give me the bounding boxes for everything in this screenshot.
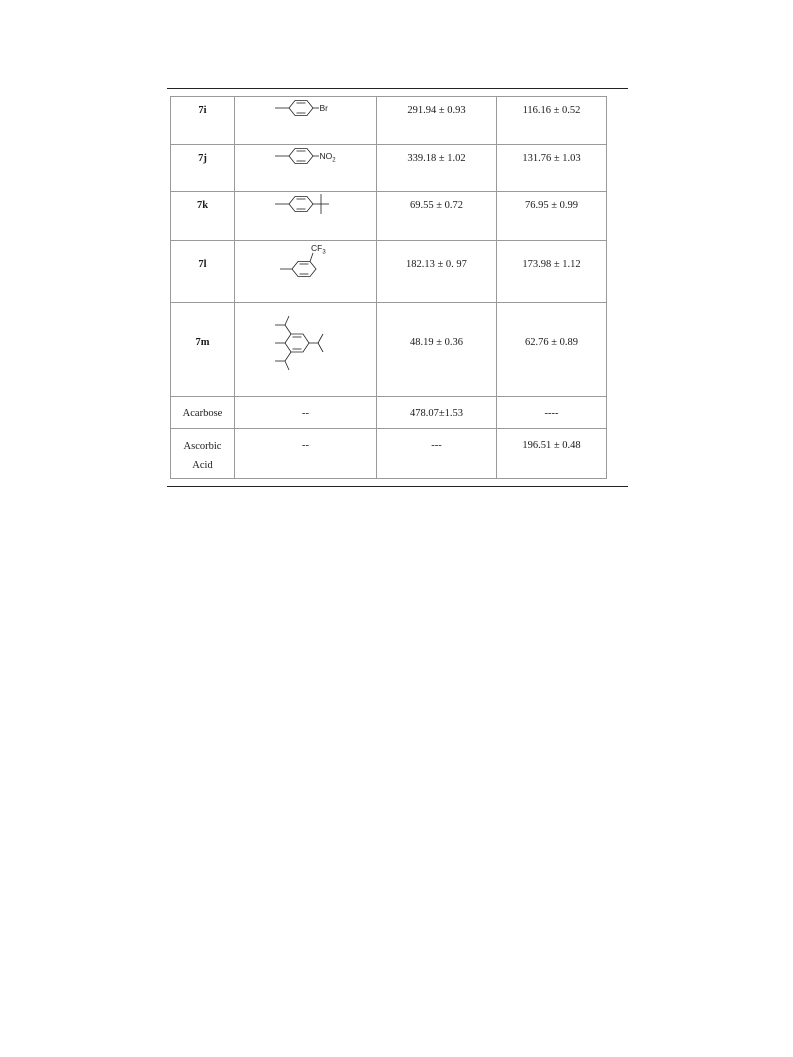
table-row — [171, 97, 607, 145]
compound-id: 7m — [195, 337, 210, 348]
structure-cell — [235, 145, 377, 192]
compound-cell — [171, 145, 235, 192]
table-row — [171, 145, 607, 192]
structure-cell — [235, 241, 377, 303]
nitrophenyl-structure — [261, 145, 351, 171]
triisopropylphenyl-structure — [261, 303, 351, 383]
value1-cell: --- — [377, 429, 497, 479]
value1-cell: 478.07±1.53 — [377, 397, 497, 429]
value2-cell: 173.98 ± 1.12 — [497, 241, 607, 303]
value2-cell: 196.51 ± 0.48 — [497, 429, 607, 479]
compound-id: Acarbose — [182, 408, 223, 419]
table-row — [171, 397, 607, 429]
table-row — [171, 429, 607, 479]
compound-cell — [171, 192, 235, 241]
compound-id: 7l — [198, 259, 207, 270]
svg-text:CF3: $CF_3$ — [310, 243, 326, 256]
structure-cell — [235, 97, 377, 145]
compound-cell — [171, 429, 235, 479]
table-row — [171, 241, 607, 303]
value2-cell: 116.16 ± 0.52 — [497, 97, 607, 145]
value2-cell: ---- — [497, 397, 607, 429]
structure-cell: -- — [235, 429, 377, 479]
value1-cell: 69.55 ± 0.72 — [377, 192, 497, 241]
structure-cell — [235, 303, 377, 397]
table-row — [171, 192, 607, 241]
compound-id: 7j — [198, 153, 207, 164]
value1-cell: 291.94 ± 0.93 — [377, 97, 497, 145]
svg-text:Br: Br — [319, 103, 328, 113]
bromophenyl-structure — [261, 97, 351, 123]
structure-cell: -- — [235, 397, 377, 429]
compound-cell — [171, 303, 235, 397]
data-table — [170, 96, 607, 479]
table-bottom-rule — [167, 486, 628, 487]
value2-cell: 76.95 ± 0.99 — [497, 192, 607, 241]
svg-text:NO2: $NO_2$ — [319, 151, 336, 164]
table-top-rule — [167, 88, 628, 89]
compound-id: Ascorbic Acid — [183, 441, 222, 471]
value1-cell: 339.18 ± 1.02 — [377, 145, 497, 192]
compound-id: 7k — [196, 200, 209, 211]
value1-cell: 48.19 ± 0.36 — [377, 303, 497, 397]
tert-butylphenyl-structure — [261, 192, 351, 220]
compound-cell — [171, 97, 235, 145]
value2-cell: 62.76 ± 0.89 — [497, 303, 607, 397]
compound-id: 7i — [198, 105, 207, 116]
compound-cell — [171, 397, 235, 429]
structure-cell — [235, 192, 377, 241]
value2-cell: 131.76 ± 1.03 — [497, 145, 607, 192]
table-row — [171, 303, 607, 397]
trifluoromethylphenyl-structure — [261, 241, 351, 289]
compound-cell — [171, 241, 235, 303]
value1-cell: 182.13 ± 0. 97 — [377, 241, 497, 303]
